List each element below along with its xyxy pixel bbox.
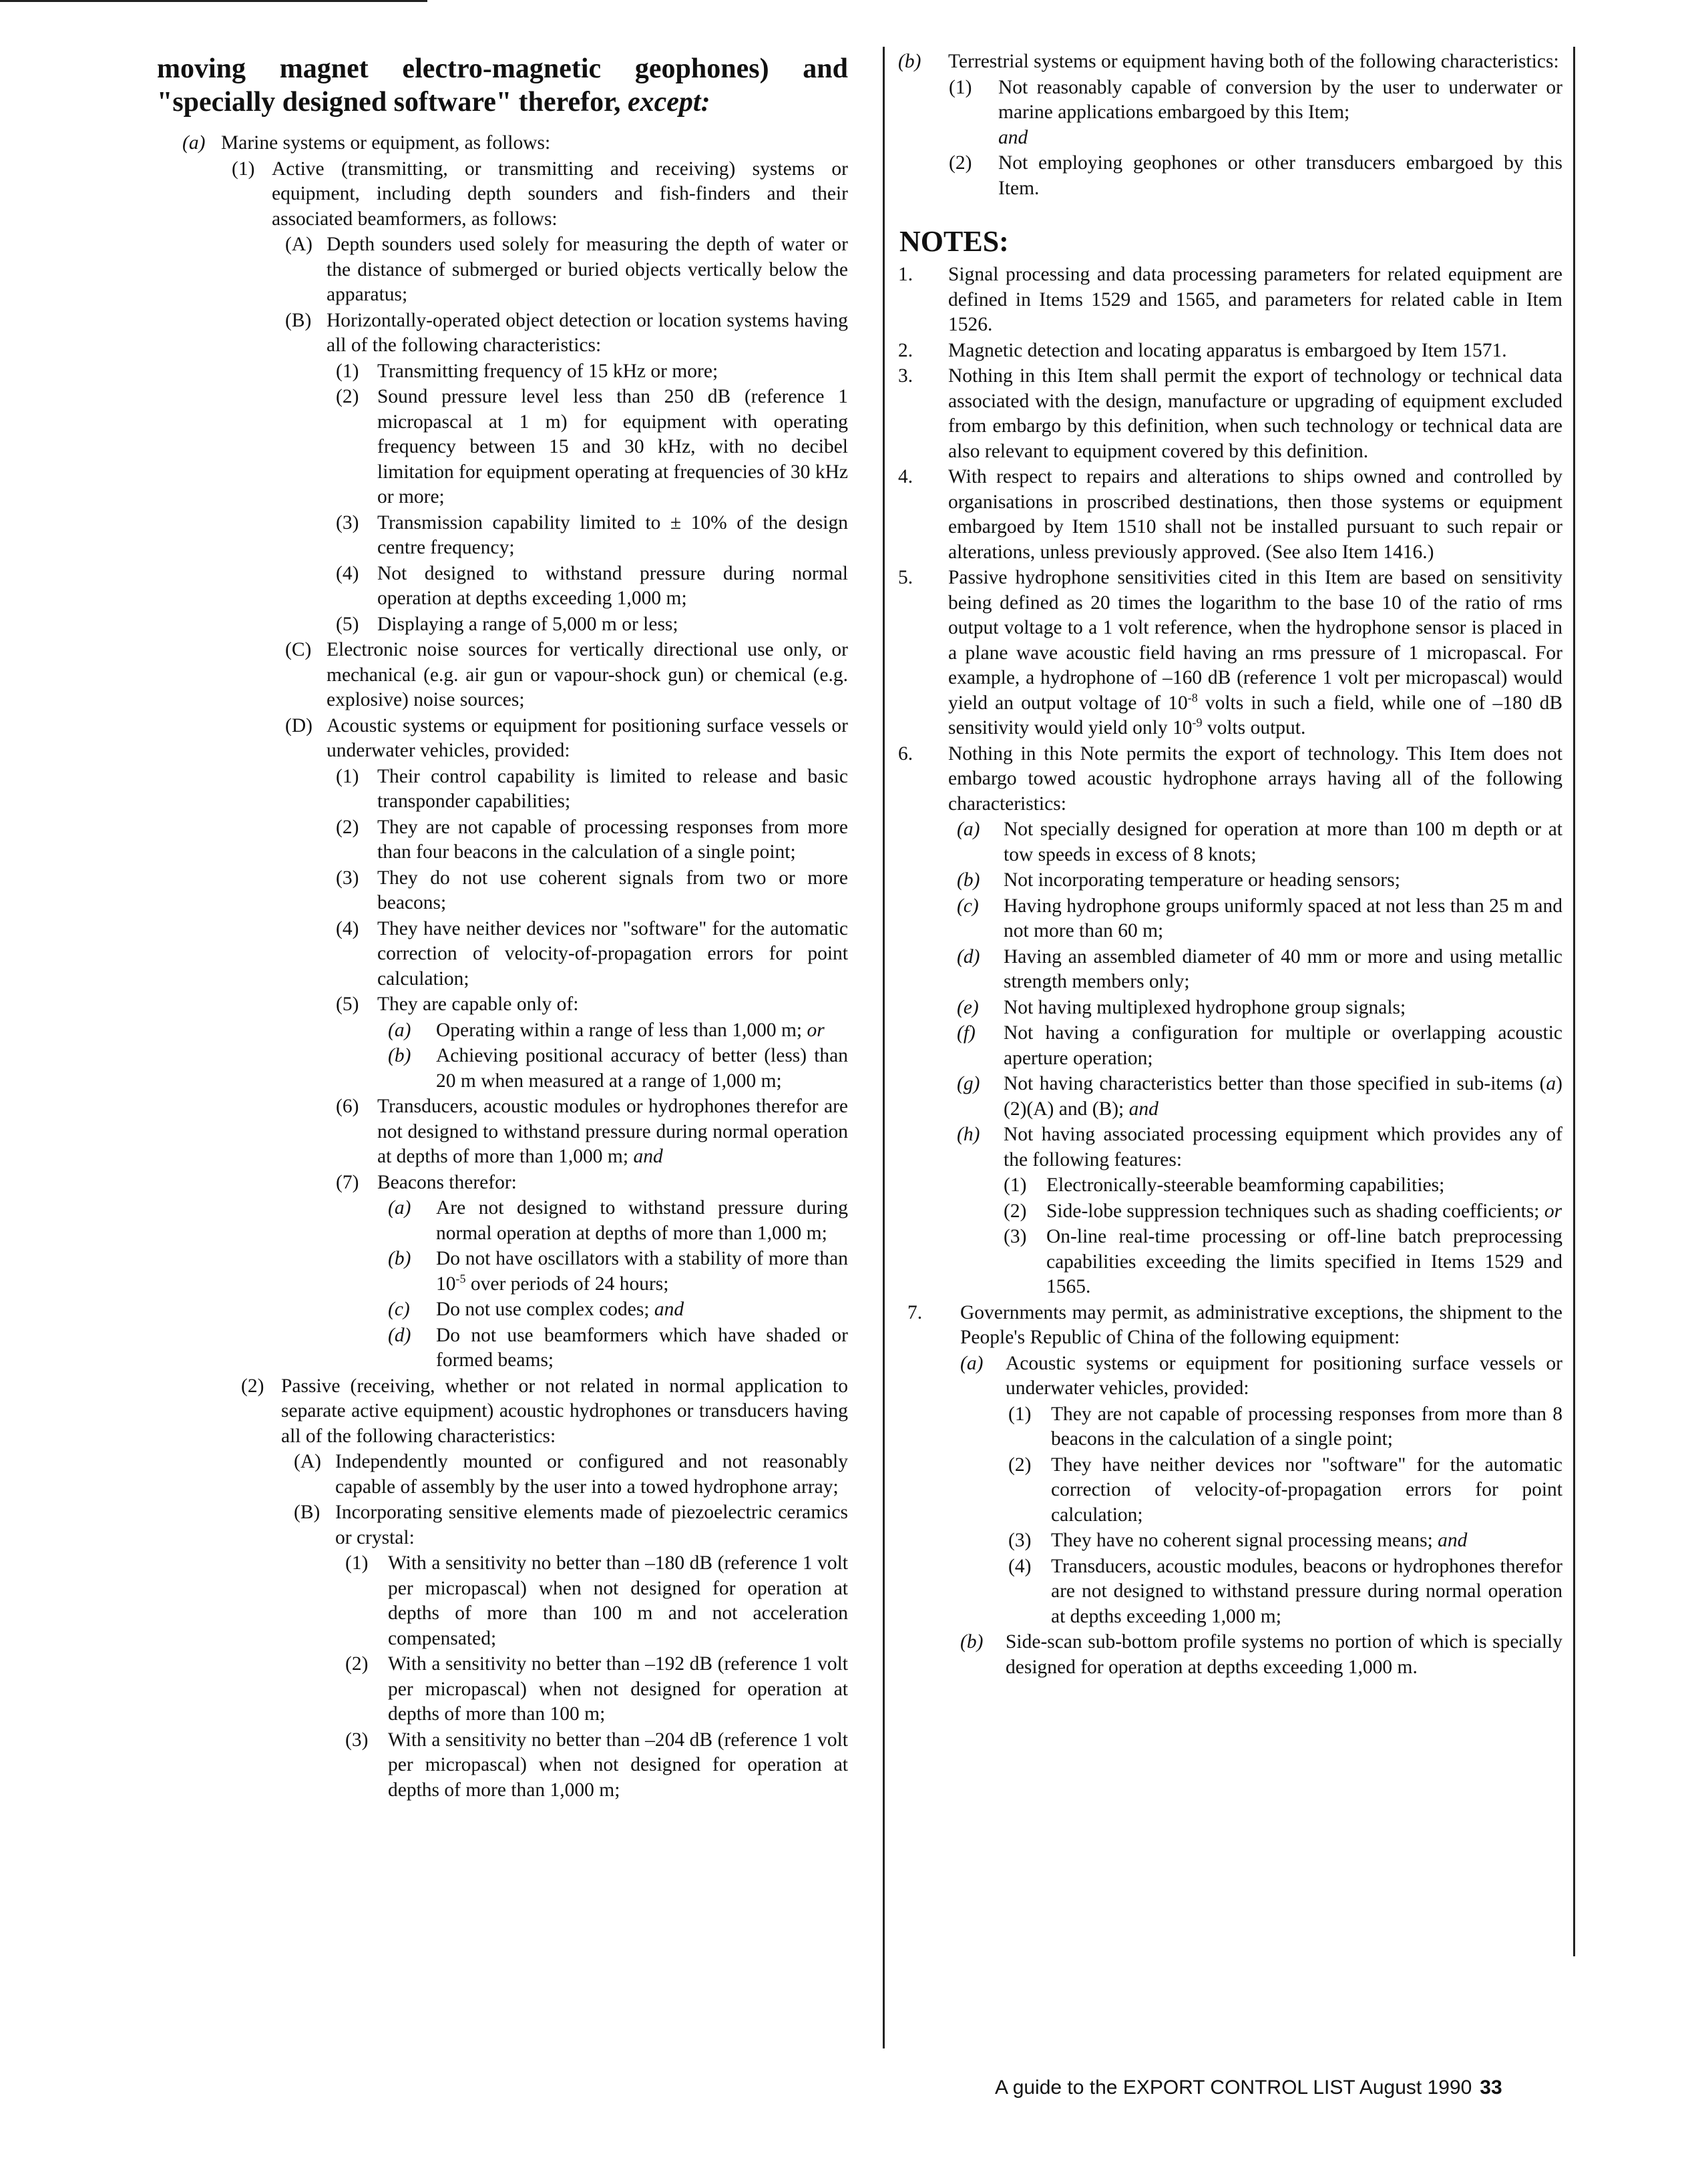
- heading-except: except:: [627, 87, 710, 118]
- note-text: Electronically-steerable beamforming capabilities;: [1046, 1174, 1445, 1196]
- right-border: [1573, 47, 1575, 1956]
- note-marker: (3): [1008, 1530, 1032, 1551]
- note-marker: (c): [957, 895, 979, 917]
- clause-marker: (2): [336, 816, 359, 838]
- note-6g: [898, 1072, 1562, 1122]
- exponent: -8: [1187, 690, 1198, 704]
- clause-marker: (2): [241, 1375, 264, 1397]
- left-column: [157, 52, 848, 1803]
- note-6d: [898, 945, 1562, 995]
- clause-B: [157, 308, 848, 359]
- note-marker: (e): [957, 996, 979, 1018]
- note-text: Side-scan sub-bottom profile systems no portion of which is specially designed for operation at depths exceeding 1,000 m.: [1006, 1631, 1562, 1678]
- note-7a3: [898, 1528, 1562, 1554]
- clause-marker: (7): [336, 1171, 359, 1193]
- clause-marker: (a): [182, 132, 206, 154]
- clause-text-main: Do not have oscillators with a stability of more than 10: [436, 1248, 848, 1295]
- note-marker: (d): [957, 945, 980, 967]
- note-6: [898, 742, 1562, 817]
- clause-marker: (1): [949, 76, 972, 98]
- clause-b: [898, 49, 1562, 75]
- clause-D7b: [157, 1247, 848, 1297]
- clause-marker: (5): [336, 994, 359, 1015]
- note-text-italic: a: [1546, 1073, 1556, 1094]
- clause-marker: (A): [294, 1451, 321, 1472]
- note-marker: (b): [957, 869, 980, 891]
- note-marker: 7.: [907, 1301, 923, 1323]
- clause-text: Are not designed to withstand pressure during normal operation at depths of more than 1,000 m;: [436, 1197, 848, 1244]
- clause-text: Incorporating sensitive elements made of piezoelectric ceramics or crystal:: [335, 1502, 848, 1548]
- clause-text: Sound pressure level less than 250 dB (reference 1 micropascal at 1 m) for equipment with operating frequency between 15 and 30 kHz, with no decibel limitation for equipment operating at frequencies of 30 kHz or more;: [377, 386, 848, 507]
- clause-D7c: [157, 1297, 848, 1323]
- note-text: Having an assembled diameter of 40 mm or more and using metallic strength members only;: [1004, 945, 1562, 992]
- clause-B2: [157, 385, 848, 510]
- note-text-1: Not having characteristics better than those specified in sub-items (: [1004, 1073, 1546, 1094]
- note-text: Signal processing and data processing parameters for related equipment are defined in Items 1529 and 1565, and parameters for related cable in Item 1526.: [948, 264, 1562, 335]
- note-7a4: [898, 1554, 1562, 1630]
- clause-text: They do not use coherent signals from two or more beacons;: [377, 867, 848, 913]
- note-4: [898, 465, 1562, 565]
- note-text: Magnetic detection and locating apparatus is embargoed by Item 1571.: [948, 339, 1507, 361]
- clause-text: Passive (receiving, whether or not related in normal application to separate active equipment) acoustic hydrophones or transducers having all of the following characteristics:: [281, 1375, 848, 1447]
- clause-D3: [157, 866, 848, 916]
- clause-a2B1: [157, 1551, 848, 1651]
- note-text: Not having associated processing equipment which provides any of the following features:: [1004, 1124, 1562, 1170]
- note-marker: 2.: [898, 339, 913, 361]
- clause-text: Beacons therefor:: [377, 1171, 517, 1193]
- page-number: 33: [1480, 2077, 1502, 2099]
- clause-text: Terrestrial systems or equipment having both of the following characteristics:: [948, 51, 1559, 72]
- note-text: [1051, 1528, 1562, 1554]
- clause-D5a: [157, 1018, 848, 1044]
- clause-marker: (C): [285, 639, 312, 660]
- note-text: With respect to repairs and alterations to ships owned and controlled by organisations in proscribed destinations, then those systems or equipment embargoed by Item 1510 shall not be installed pursuant to such repair or alterations, unless previously approved. (See also Item 1416.): [948, 466, 1562, 563]
- column-divider: [883, 47, 885, 2048]
- clause-marker: (1): [345, 1552, 369, 1574]
- note-text: They are not capable of processing responses from more than 8 beacons in the calculation of a single point;: [1051, 1403, 1562, 1450]
- clause-text-main: Operating within a range of less than 1,000 m;: [436, 1019, 803, 1041]
- clause-marker: (1): [336, 360, 359, 382]
- clause-text: Achieving positional accuracy of better (less) than 20 m when measured at a range of 1,000 m;: [436, 1045, 848, 1092]
- clause-B3: [157, 511, 848, 561]
- clause-text: [436, 1247, 848, 1297]
- clause-marker: (b): [898, 51, 921, 72]
- note-text: Nothing in this Note permits the export of technology. This Item does not embargo towed acoustic hydrophone arrays having all of the following characteristics:: [948, 742, 1562, 815]
- clause-D2: [157, 815, 848, 865]
- note-text: [1004, 1072, 1562, 1122]
- conjunction: and: [633, 1146, 663, 1167]
- note-marker: 3.: [898, 365, 913, 387]
- note-marker: (g): [957, 1073, 980, 1094]
- clause-B1: [157, 359, 848, 385]
- conjunction: or: [807, 1019, 825, 1041]
- clause-D7d: [157, 1323, 848, 1373]
- clause-a2B: [157, 1500, 848, 1550]
- clause-text-tail: over periods of 24 hours;: [465, 1273, 669, 1295]
- clause-text: Independently mounted or configured and not reasonably capable of assembly by the user into a towed hydrophone array;: [335, 1451, 848, 1498]
- clause-D7: [157, 1170, 848, 1196]
- note-text: Not having a configuration for multiple or overlapping acoustic aperture operation;: [1004, 1022, 1562, 1069]
- note-7a1: [898, 1402, 1562, 1452]
- clause-marker: (b): [388, 1045, 411, 1066]
- clause-marker: (5): [336, 613, 359, 635]
- note-text: [1046, 1199, 1562, 1225]
- clause-a2B3: [157, 1728, 848, 1803]
- top-rule: [0, 0, 427, 2]
- notes-heading: NOTES:: [899, 225, 1009, 258]
- note-marker: 1.: [898, 264, 913, 285]
- clause-a2: [157, 1374, 848, 1450]
- clause-text: Their control capability is limited to release and basic transponder capabilities;: [377, 765, 848, 812]
- note-text-1: Passive hydrophone sensitivities cited in this Item are based on sensitivity being defined as 20 times the logarithm to the base 10 of the ratio of rms output voltage to a 1 volt reference, when the hydrophone sensor is placed in a plane wave acoustic field having an rms pressure of 1 micropascal. For example, a hydrophone of –160 dB (reference 1 volt per micropascal) would yield an output voltage of 10: [948, 567, 1562, 714]
- clause-text: [436, 1297, 848, 1323]
- note-text-main: Side-lobe suppression techniques such as shading coefficients;: [1046, 1200, 1540, 1222]
- note-marker: (b): [960, 1631, 984, 1653]
- note-marker: (2): [1004, 1200, 1027, 1222]
- exponent: -5: [455, 1271, 466, 1285]
- note-6h1: [898, 1173, 1562, 1198]
- clause-text: They are capable only of:: [377, 994, 579, 1015]
- clause-text: Do not use beamformers which have shaded or formed beams;: [436, 1324, 848, 1371]
- note-text: Not incorporating temperature or heading sensors;: [1004, 869, 1400, 891]
- note-marker: 5.: [898, 567, 913, 588]
- clause-marker: (6): [336, 1096, 359, 1117]
- clause-text: Displaying a range of 5,000 m or less;: [377, 613, 678, 635]
- clause-text-main: Transducers, acoustic modules or hydrophones therefor are not designed to withstand pressure during normal operation at depths of more than 1,000 m;: [377, 1096, 848, 1167]
- note-6b: [898, 868, 1562, 893]
- note-marker: (3): [1004, 1226, 1027, 1247]
- heading-text: moving magnet electro-magnetic geophones) and "specially designed software" therefor,: [157, 53, 848, 118]
- clause-a1: [157, 157, 848, 232]
- note-6h: [898, 1122, 1562, 1172]
- clause-D6: [157, 1094, 848, 1170]
- note-text: On-line real-time processing or off-line batch preprocessing capabilities exceeding the limits specified in Items 1529 and 1565.: [1046, 1226, 1562, 1297]
- clause-text: Not designed to withstand pressure during normal operation at depths exceeding 1,000 m;: [377, 562, 848, 609]
- clause-B4: [157, 562, 848, 612]
- note-6e: [898, 996, 1562, 1021]
- note-1: [898, 262, 1562, 338]
- clause-a2B2: [157, 1652, 848, 1727]
- clause-text: Marine systems or equipment, as follows:: [221, 132, 551, 154]
- clause-text: With a sensitivity no better than –204 dB (reference 1 volt per micropascal) when not designed for operation at depths of more than 1,000 m;: [388, 1729, 848, 1801]
- note-text: They have neither devices nor "software" for the automatic correction of velocity-of-propagation errors for point calculation;: [1051, 1454, 1562, 1526]
- note-6h2: [898, 1199, 1562, 1225]
- note-5: [898, 566, 1562, 741]
- clause-marker: (a): [388, 1019, 411, 1041]
- note-marker: (1): [1004, 1174, 1027, 1196]
- note-text-2: volts in such a field, while one of –180 dB sensitivity would yield only 10: [948, 692, 1562, 738]
- note-7: [898, 1301, 1562, 1351]
- note-2: [898, 339, 1562, 364]
- clause-marker: (D): [285, 714, 312, 736]
- note-marker: 6.: [898, 742, 913, 765]
- clause-a2A: [157, 1450, 848, 1500]
- clause-text: Active (transmitting, or transmitting and receiving) systems or equipment, including depth sounders and fish-finders and their associated beamformers, as follows:: [272, 158, 848, 230]
- section-heading: [157, 52, 848, 119]
- clause-marker: (b): [388, 1248, 411, 1269]
- note-marker: 4.: [898, 466, 913, 487]
- clause-marker: (d): [388, 1324, 411, 1346]
- conjunction: and: [654, 1299, 684, 1320]
- note-3: [898, 364, 1562, 464]
- note-text: Governments may permit, as administrative exceptions, the shipment to the People's Republic of China of the following equipment:: [960, 1301, 1562, 1348]
- note-marker: (a): [960, 1352, 984, 1374]
- clause-marker: (a): [388, 1197, 411, 1219]
- clause-text: With a sensitivity no better than –180 dB (reference 1 volt per micropascal) when not designed for operation at depths of more than 100 m and not acceleration compensated;: [388, 1552, 848, 1649]
- clause-text: Electronic noise sources for vertically directional use only, or mechanical (e.g. air gun or vapour-shock gun) or chemical (e.g. explosive) noise sources;: [327, 639, 848, 710]
- clause-marker: (2): [345, 1653, 369, 1675]
- clause-marker: (B): [285, 309, 312, 331]
- note-7a: [898, 1351, 1562, 1401]
- clause-D1: [157, 765, 848, 815]
- note-text-main: They have no coherent signal processing means;: [1051, 1530, 1433, 1551]
- note-text: Nothing in this Item shall permit the export of technology or technical data associated with the design, manufacture or upgrading of equipment excluded from embargo by this definition, when such technology or technical data are also relevant to equipment covered by this definition.: [948, 365, 1562, 462]
- clause-marker: (1): [232, 158, 255, 180]
- footer-guide-text: A guide to the EXPORT CONTROL LIST August 1990: [995, 2077, 1472, 2099]
- note-text: Transducers, acoustic modules, beacons or hydrophones therefor are not designed to withstand pressure during normal operation at depths exceeding 1,000 m;: [1051, 1555, 1562, 1627]
- conjunction: and: [998, 126, 1028, 148]
- clause-text: [377, 1094, 848, 1170]
- clause-marker: (2): [949, 152, 972, 174]
- clause-marker: (2): [336, 386, 359, 407]
- clause-marker: (c): [388, 1299, 410, 1320]
- note-text: Acoustic systems or equipment for positioning surface vessels or underwater vehicles, provided:: [1006, 1352, 1562, 1399]
- clause-marker: (1): [336, 765, 359, 787]
- note-6h3: [898, 1225, 1562, 1300]
- clause-b2: [898, 151, 1562, 201]
- clause-text: They are not capable of processing responses from more than four beacons in the calculation of a single point;: [377, 816, 848, 863]
- note-6f: [898, 1021, 1562, 1071]
- clause-a: [157, 131, 848, 156]
- note-6a: [898, 817, 1562, 867]
- note-marker: (4): [1008, 1555, 1032, 1577]
- note-marker: (a): [957, 819, 980, 840]
- clause-marker: (3): [336, 867, 359, 889]
- note-marker: (2): [1008, 1454, 1032, 1476]
- conjunction: and: [1128, 1098, 1159, 1120]
- clause-D5b: [157, 1044, 848, 1094]
- clause-text: Horizontally-operated object detection or location systems having all of the following characteristics:: [327, 309, 848, 356]
- note-text-2: )(2)(A) and (B);: [1004, 1073, 1562, 1120]
- clause-b1: [898, 75, 1562, 151]
- clause-marker: (B): [294, 1502, 321, 1523]
- clause-text: Depth sounders used solely for measuring the depth of water or the distance of submerged or buried objects vertically below the apparatus;: [327, 234, 848, 305]
- clause-text: Not employing geophones or other transducers embargoed by this Item.: [998, 152, 1562, 199]
- conjunction: or: [1544, 1200, 1562, 1222]
- clause-D4: [157, 917, 848, 992]
- clause-marker: (3): [345, 1729, 369, 1751]
- clause-text: With a sensitivity no better than –192 dB (reference 1 volt per micropascal) when not designed for operation at depths of more than 100 m;: [388, 1653, 848, 1725]
- exponent: -9: [1192, 716, 1203, 730]
- note-text: Not having multiplexed hydrophone group signals;: [1004, 996, 1406, 1018]
- clause-text-main: Not reasonably capable of conversion by the user to underwater or marine applications embargoed by this Item;: [998, 76, 1562, 123]
- note-marker: (h): [957, 1124, 980, 1145]
- clause-text: [436, 1018, 848, 1044]
- note-7a2: [898, 1453, 1562, 1528]
- note-text: [948, 566, 1562, 741]
- clause-D: [157, 714, 848, 764]
- clause-marker: (4): [336, 562, 359, 584]
- note-marker: (f): [957, 1022, 976, 1044]
- clause-text: [998, 75, 1562, 151]
- clause-text: Transmitting frequency of 15 kHz or more;: [377, 360, 718, 382]
- clause-text: Transmission capability limited to ± 10% of the design centre frequency;: [377, 511, 848, 558]
- page-footer: [995, 2077, 1596, 2099]
- clause-marker: (4): [336, 917, 359, 939]
- right-column: [898, 49, 1562, 1681]
- clause-marker: (A): [285, 234, 312, 255]
- clause-A: [157, 232, 848, 308]
- clause-C: [157, 638, 848, 713]
- note-text: Not specially designed for operation at more than 100 m depth or at tow speeds in excess of 8 knots;: [1004, 819, 1562, 865]
- clause-text: They have neither devices nor "software" for the automatic correction of velocity-of-propagation errors for point calculation;: [377, 917, 848, 990]
- clause-D5: [157, 992, 848, 1018]
- clause-text-main: Do not use complex codes;: [436, 1299, 650, 1320]
- note-text: Having hydrophone groups uniformly spaced at not less than 25 m and not more than 60 m;: [1004, 895, 1562, 941]
- clause-text: Acoustic systems or equipment for positioning surface vessels or underwater vehicles, provided:: [327, 714, 848, 761]
- clause-B5: [157, 612, 848, 638]
- note-marker: (1): [1008, 1403, 1032, 1425]
- clause-marker: (3): [336, 511, 359, 533]
- clause-D7a: [157, 1196, 848, 1246]
- note-text-3: volts output.: [1202, 717, 1306, 738]
- note-7b: [898, 1630, 1562, 1680]
- note-6c: [898, 894, 1562, 944]
- conjunction: and: [1438, 1530, 1468, 1551]
